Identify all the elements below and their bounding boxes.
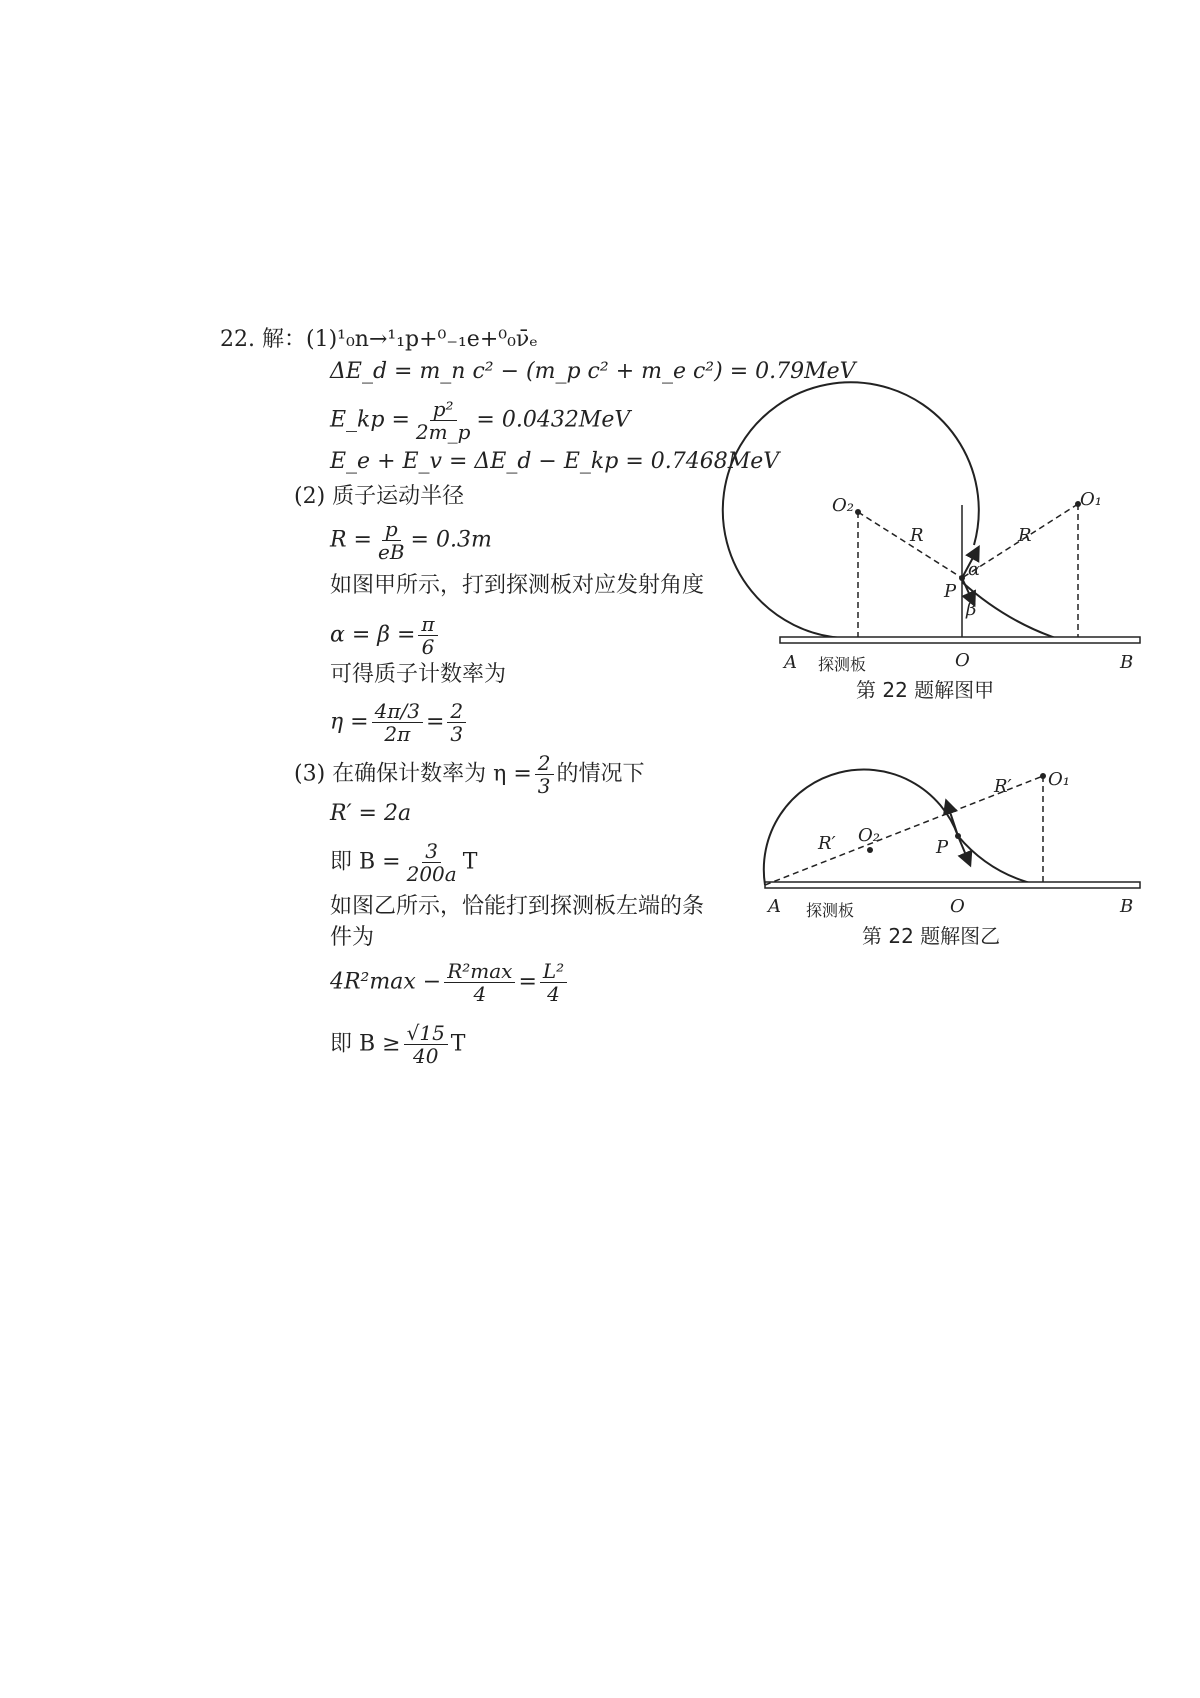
figure-a-label-a: A: [784, 652, 797, 673]
final-lhs: 即 B ≥: [330, 1031, 401, 1057]
detector-plate-a: [780, 637, 1140, 643]
eta-denominator-1: 2π: [384, 722, 411, 746]
b-denominator: 200a: [406, 862, 457, 886]
figure-b-label-o1: O₁: [1048, 769, 1070, 790]
b-unit: T: [462, 849, 478, 875]
final-denominator: 40: [412, 1044, 439, 1068]
final-numerator: √15: [404, 1022, 448, 1045]
figure-a-label-alpha: α: [968, 559, 981, 580]
eta-lhs: η =: [330, 709, 369, 735]
reaction-equation: ¹₀n→¹₁p+⁰₋₁e+⁰₀ν̄ₑ: [337, 327, 538, 352]
ekp-denominator: 2m_p: [415, 420, 471, 444]
final-equation: [330, 1022, 465, 1067]
angle-denominator: 6: [421, 635, 435, 659]
condition-fraction-1: [444, 960, 515, 1005]
part3-text-1: 如图乙所示，恰能打到探测板左端的条: [330, 894, 705, 919]
b-fraction: [404, 840, 460, 885]
trajectory-arc-b-2: [958, 836, 1038, 885]
figure-a-label-board: 探测板: [818, 655, 867, 674]
part2-text-1: 如图甲所示，打到探测板对应发射角度: [330, 573, 705, 598]
part2-title: (2) 质子运动半径: [294, 484, 465, 509]
figure-b-label-p: P: [936, 837, 949, 858]
figure-b-label-b: B: [1120, 896, 1134, 917]
ee-equation: E_e + E_v = ΔE_d − E_kp = 0.7468MeV: [330, 449, 780, 474]
ekp-fraction: [413, 398, 474, 443]
ekp-equation: [330, 398, 630, 443]
figure-a-label-b: B: [1120, 652, 1134, 673]
condition-equation: [330, 960, 570, 1005]
part3-title-fraction: [535, 752, 554, 797]
detector-plate-b: [765, 882, 1140, 888]
final-fraction: [404, 1022, 448, 1067]
angle-numerator: π: [418, 613, 437, 636]
figure-a-label-beta: β: [966, 599, 977, 620]
eta-numerator-1: 4π/3: [372, 700, 423, 723]
ekp-numerator: p²: [430, 398, 457, 421]
ekp-lhs: E_kp =: [330, 407, 410, 433]
figure-b-label-o: O: [950, 896, 965, 917]
radius-denominator: eB: [378, 540, 405, 564]
radius-rhs: = 0.3m: [410, 527, 492, 553]
figure-a-label-r-left: R: [910, 525, 924, 546]
figure-a-label-r-right: R: [1018, 525, 1032, 546]
eta-equals: =: [425, 709, 445, 735]
condition-fraction-2: [540, 960, 567, 1005]
condition-lhs: 4R²max −: [330, 969, 442, 995]
part3-title: [294, 752, 645, 797]
condition-equals: =: [518, 969, 537, 995]
angle-lhs: α = β =: [330, 622, 416, 648]
figure-b-label-r-left: R′: [818, 833, 836, 854]
radius-lhs: R =: [330, 527, 372, 553]
angle-equation: [330, 613, 441, 658]
eta-numerator-2: 2: [447, 700, 466, 723]
part3-title-post: 的情况下: [556, 761, 645, 787]
angle-fraction: [418, 613, 437, 658]
trajectory-arc-a: [962, 582, 1068, 642]
radius-equation: [330, 518, 492, 563]
condition-denominator-2: 4: [547, 982, 560, 1006]
eta-fraction-1: [372, 700, 423, 745]
b-numerator: 3: [422, 840, 441, 863]
ekp-rhs: = 0.0432MeV: [476, 407, 631, 433]
figure-a-label-o: O: [955, 650, 970, 671]
part1-reaction-line: [220, 326, 538, 354]
radius-numerator: p: [382, 518, 401, 541]
final-unit: T: [450, 1031, 466, 1057]
part3-text-2: 件为: [330, 925, 375, 950]
figure-b-label-a: A: [768, 896, 781, 917]
figure-a-diagram: [700, 370, 1160, 700]
figure-b-label-r-right: R′: [994, 776, 1012, 797]
condition-denominator-1: 4: [473, 982, 487, 1006]
figure-a-label-p: P: [944, 581, 957, 602]
figure-b-caption: 第 22 题解图乙: [862, 924, 1001, 948]
condition-numerator-2: L²: [540, 960, 567, 983]
b-lhs: 即 B =: [330, 849, 401, 875]
part3-title-numerator: 2: [535, 752, 554, 775]
b-equation: [330, 840, 477, 885]
r-prime-equation: R′ = 2a: [330, 801, 412, 826]
part2-text-2: 可得质子计数率为: [330, 662, 507, 687]
eta-denominator-2: 3: [450, 722, 464, 746]
part3-title-denominator: 3: [537, 774, 551, 798]
condition-numerator-1: R²max: [444, 960, 515, 983]
figure-b-label-board: 探测板: [806, 901, 855, 920]
figure-a-caption: 第 22 题解图甲: [856, 678, 995, 702]
figure-b-label-o2: O₂: [858, 825, 880, 846]
part3-title-pre: (3) 在确保计数率为 η =: [294, 761, 532, 787]
delta-e-equation: ΔE_d = m_n c² − (m_p c² + m_e c²) = 0.79MeV: [330, 359, 856, 384]
eta-fraction-2: [447, 700, 466, 745]
solution-header: 22. 解：: [220, 327, 306, 352]
part1-label: (1): [305, 327, 338, 352]
radius-fraction: [375, 518, 408, 563]
figure-a-label-o1: O₁: [1080, 489, 1102, 510]
eta-equation: [330, 700, 469, 745]
figure-a-label-o2: O₂: [832, 495, 854, 516]
